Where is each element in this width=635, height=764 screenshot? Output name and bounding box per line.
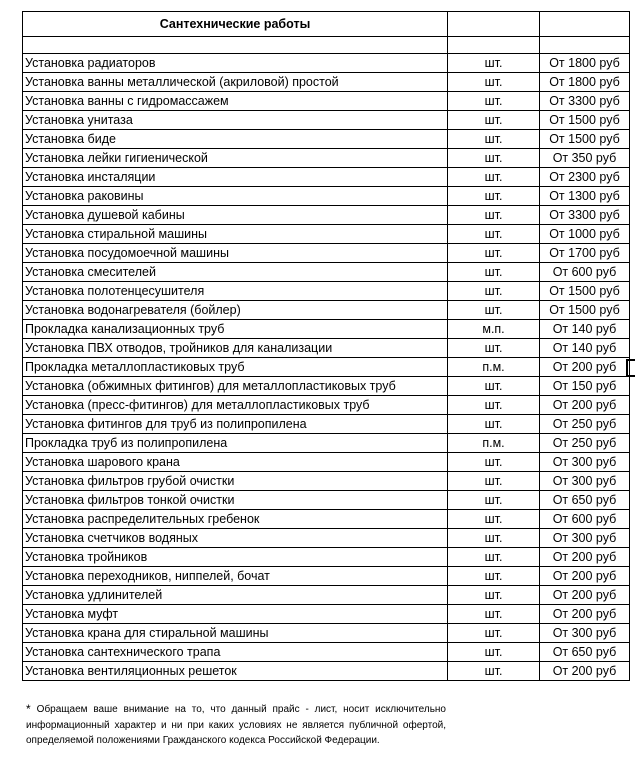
blank-cell[interactable] [448,37,540,54]
unit-cell[interactable]: шт. [448,149,540,168]
service-name-cell[interactable]: Установка раковины [23,187,448,206]
price-cell[interactable]: От 1700 руб [540,244,630,263]
service-name-cell[interactable]: Установка вентиляционных решеток [23,662,448,681]
table-row [23,54,630,73]
table-row [23,396,630,415]
unit-cell[interactable]: шт. [448,263,540,282]
table-row [23,377,630,396]
price-cell[interactable]: От 200 руб [540,605,630,624]
table-row [23,624,630,643]
service-name-cell[interactable]: Установка распределительных гребенок [23,510,448,529]
price-cell[interactable]: От 200 руб [540,358,630,377]
table-row [23,263,630,282]
table-row [23,662,630,681]
note-text: Обращаем ваше внимание на то, что данный прайс - лист, носит исключительно информационный характер и ни при каких условиях не является публичной офертой, определяемой положениями Гражданского кодекса Российской Федерации. [26,704,446,746]
service-name-cell[interactable]: Установка лейки гигиенической [23,149,448,168]
service-name-cell[interactable]: Установка переходников, ниппелей, бочат [23,567,448,586]
service-name-cell[interactable]: Установка фильтров тонкой очистки [23,491,448,510]
table-row [23,434,630,453]
table-title[interactable]: Сантехнические работы [23,12,448,37]
service-name-cell[interactable]: Установка полотенцесушителя [23,282,448,301]
table-row [23,149,630,168]
unit-cell[interactable]: шт. [448,73,540,92]
service-name-cell[interactable]: Установка радиаторов [23,54,448,73]
price-cell[interactable]: От 1300 руб [540,187,630,206]
price-cell[interactable]: От 1500 руб [540,111,630,130]
unit-cell[interactable]: шт. [448,301,540,320]
service-name-cell[interactable]: Установка ванны металлической (акриловой) простой [23,73,448,92]
table-row [23,415,630,434]
service-name-cell[interactable]: Установка посудомоечной машины [23,244,448,263]
price-cell[interactable]: От 1500 руб [540,130,630,149]
service-name-cell[interactable]: Установка тройников [23,548,448,567]
unit-cell[interactable]: шт. [448,643,540,662]
unit-cell[interactable]: шт. [448,244,540,263]
table-row [23,244,630,263]
table-row [23,491,630,510]
unit-cell[interactable]: шт. [448,529,540,548]
price-cell[interactable]: От 600 руб [540,263,630,282]
selected-cell-indicator[interactable] [626,359,635,377]
price-cell[interactable]: От 140 руб [540,339,630,358]
table-row [23,643,630,662]
service-name-cell[interactable]: Установка смесителей [23,263,448,282]
table-row [23,130,630,149]
unit-cell[interactable]: шт. [448,225,540,244]
table-row [23,453,630,472]
unit-cell[interactable]: п.м. [448,358,540,377]
price-cell[interactable]: От 1800 руб [540,73,630,92]
service-name-cell[interactable]: Установка сантехнического трапа [23,643,448,662]
price-cell[interactable]: От 250 руб [540,434,630,453]
unit-cell[interactable]: шт. [448,187,540,206]
price-cell[interactable]: От 1500 руб [540,282,630,301]
price-cell[interactable]: От 200 руб [540,662,630,681]
table-row [23,472,630,491]
blank-cell[interactable] [23,37,448,54]
table-row [23,225,630,244]
price-cell[interactable]: От 650 руб [540,643,630,662]
service-name-cell[interactable]: Прокладка труб из полипропилена [23,434,448,453]
service-name-cell[interactable]: Установка удлинителей [23,586,448,605]
price-cell[interactable]: От 140 руб [540,320,630,339]
price-cell[interactable]: От 200 руб [540,586,630,605]
service-name-cell[interactable]: Установка крана для стиральной машины [23,624,448,643]
blank-cell[interactable] [540,37,630,54]
disclaimer-note [26,702,446,749]
unit-cell[interactable]: шт. [448,377,540,396]
service-name-cell[interactable]: Прокладка металлопластиковых труб [23,358,448,377]
service-name-cell[interactable]: Установка ПВХ отводов, тройников для канализации [23,339,448,358]
unit-cell[interactable]: шт. [448,567,540,586]
unit-cell[interactable]: шт. [448,54,540,73]
service-name-cell[interactable]: Установка шарового крана [23,453,448,472]
blank-row [23,37,630,54]
unit-cell[interactable]: шт. [448,339,540,358]
price-cell[interactable]: От 200 руб [540,396,630,415]
price-cell[interactable]: От 300 руб [540,529,630,548]
service-name-cell[interactable]: Прокладка канализационных труб [23,320,448,339]
service-name-cell[interactable]: Установка биде [23,130,448,149]
unit-cell[interactable]: м.п. [448,320,540,339]
service-name-cell[interactable]: Установка ванны с гидромассажем [23,92,448,111]
title-price-cell[interactable] [540,12,630,37]
table-row [23,111,630,130]
title-unit-cell[interactable] [448,12,540,37]
table-row [23,510,630,529]
unit-cell[interactable]: шт. [448,662,540,681]
unit-cell[interactable]: шт. [448,491,540,510]
price-cell[interactable]: От 350 руб [540,149,630,168]
service-name-cell[interactable]: Установка водонагревателя (бойлер) [23,301,448,320]
table-row [23,567,630,586]
unit-cell[interactable]: шт. [448,453,540,472]
table-row [23,529,630,548]
price-cell[interactable]: От 150 руб [540,377,630,396]
unit-cell[interactable]: шт. [448,510,540,529]
unit-cell[interactable]: шт. [448,605,540,624]
service-name-cell[interactable]: Установка (обжимных фитингов) для металлопластиковых труб [23,377,448,396]
table-row [23,548,630,567]
service-name-cell[interactable]: Установка счетчиков водяных [23,529,448,548]
table-row [23,73,630,92]
price-table [22,11,630,681]
unit-cell[interactable]: шт. [448,168,540,187]
service-name-cell[interactable]: Установка (пресс-фитингов) для металлопластиковых труб [23,396,448,415]
price-cell[interactable]: От 300 руб [540,453,630,472]
table-row [23,358,630,377]
price-cell[interactable]: От 200 руб [540,567,630,586]
price-cell[interactable]: От 1800 руб [540,54,630,73]
price-cell[interactable]: От 650 руб [540,491,630,510]
price-cell[interactable]: От 300 руб [540,472,630,491]
table-row [23,301,630,320]
price-cell[interactable]: От 2300 руб [540,168,630,187]
unit-cell[interactable]: шт. [448,111,540,130]
service-name-cell[interactable]: Установка фитингов для труб из полипропилена [23,415,448,434]
price-cell[interactable]: От 1000 руб [540,225,630,244]
table-row [23,282,630,301]
unit-cell[interactable]: шт. [448,282,540,301]
unit-cell[interactable]: п.м. [448,434,540,453]
unit-cell[interactable]: шт. [448,586,540,605]
table-row [23,586,630,605]
table-row [23,92,630,111]
unit-cell[interactable]: шт. [448,415,540,434]
price-cell[interactable]: От 200 руб [540,548,630,567]
unit-cell[interactable]: шт. [448,472,540,491]
unit-cell[interactable]: шт. [448,130,540,149]
unit-cell[interactable]: шт. [448,396,540,415]
price-cell[interactable]: От 250 руб [540,415,630,434]
service-name-cell[interactable]: Установка стиральной машины [23,225,448,244]
table-row [23,187,630,206]
service-name-cell[interactable]: Установка унитаза [23,111,448,130]
unit-cell[interactable]: шт. [448,624,540,643]
service-name-cell[interactable]: Установка душевой кабины [23,206,448,225]
price-cell[interactable]: От 3300 руб [540,92,630,111]
table-row [23,605,630,624]
table-row [23,206,630,225]
price-cell[interactable]: От 300 руб [540,624,630,643]
unit-cell[interactable]: шт. [448,206,540,225]
price-cell[interactable]: От 3300 руб [540,206,630,225]
title-row [23,12,630,37]
table-row [23,339,630,358]
table-row [23,320,630,339]
note-asterisk: * [26,702,31,716]
service-name-cell[interactable]: Установка фильтров грубой очистки [23,472,448,491]
price-cell[interactable]: От 1500 руб [540,301,630,320]
service-name-cell[interactable]: Установка инсталяции [23,168,448,187]
unit-cell[interactable]: шт. [448,92,540,111]
service-name-cell[interactable]: Установка муфт [23,605,448,624]
table-row [23,168,630,187]
price-cell[interactable]: От 600 руб [540,510,630,529]
unit-cell[interactable]: шт. [448,548,540,567]
